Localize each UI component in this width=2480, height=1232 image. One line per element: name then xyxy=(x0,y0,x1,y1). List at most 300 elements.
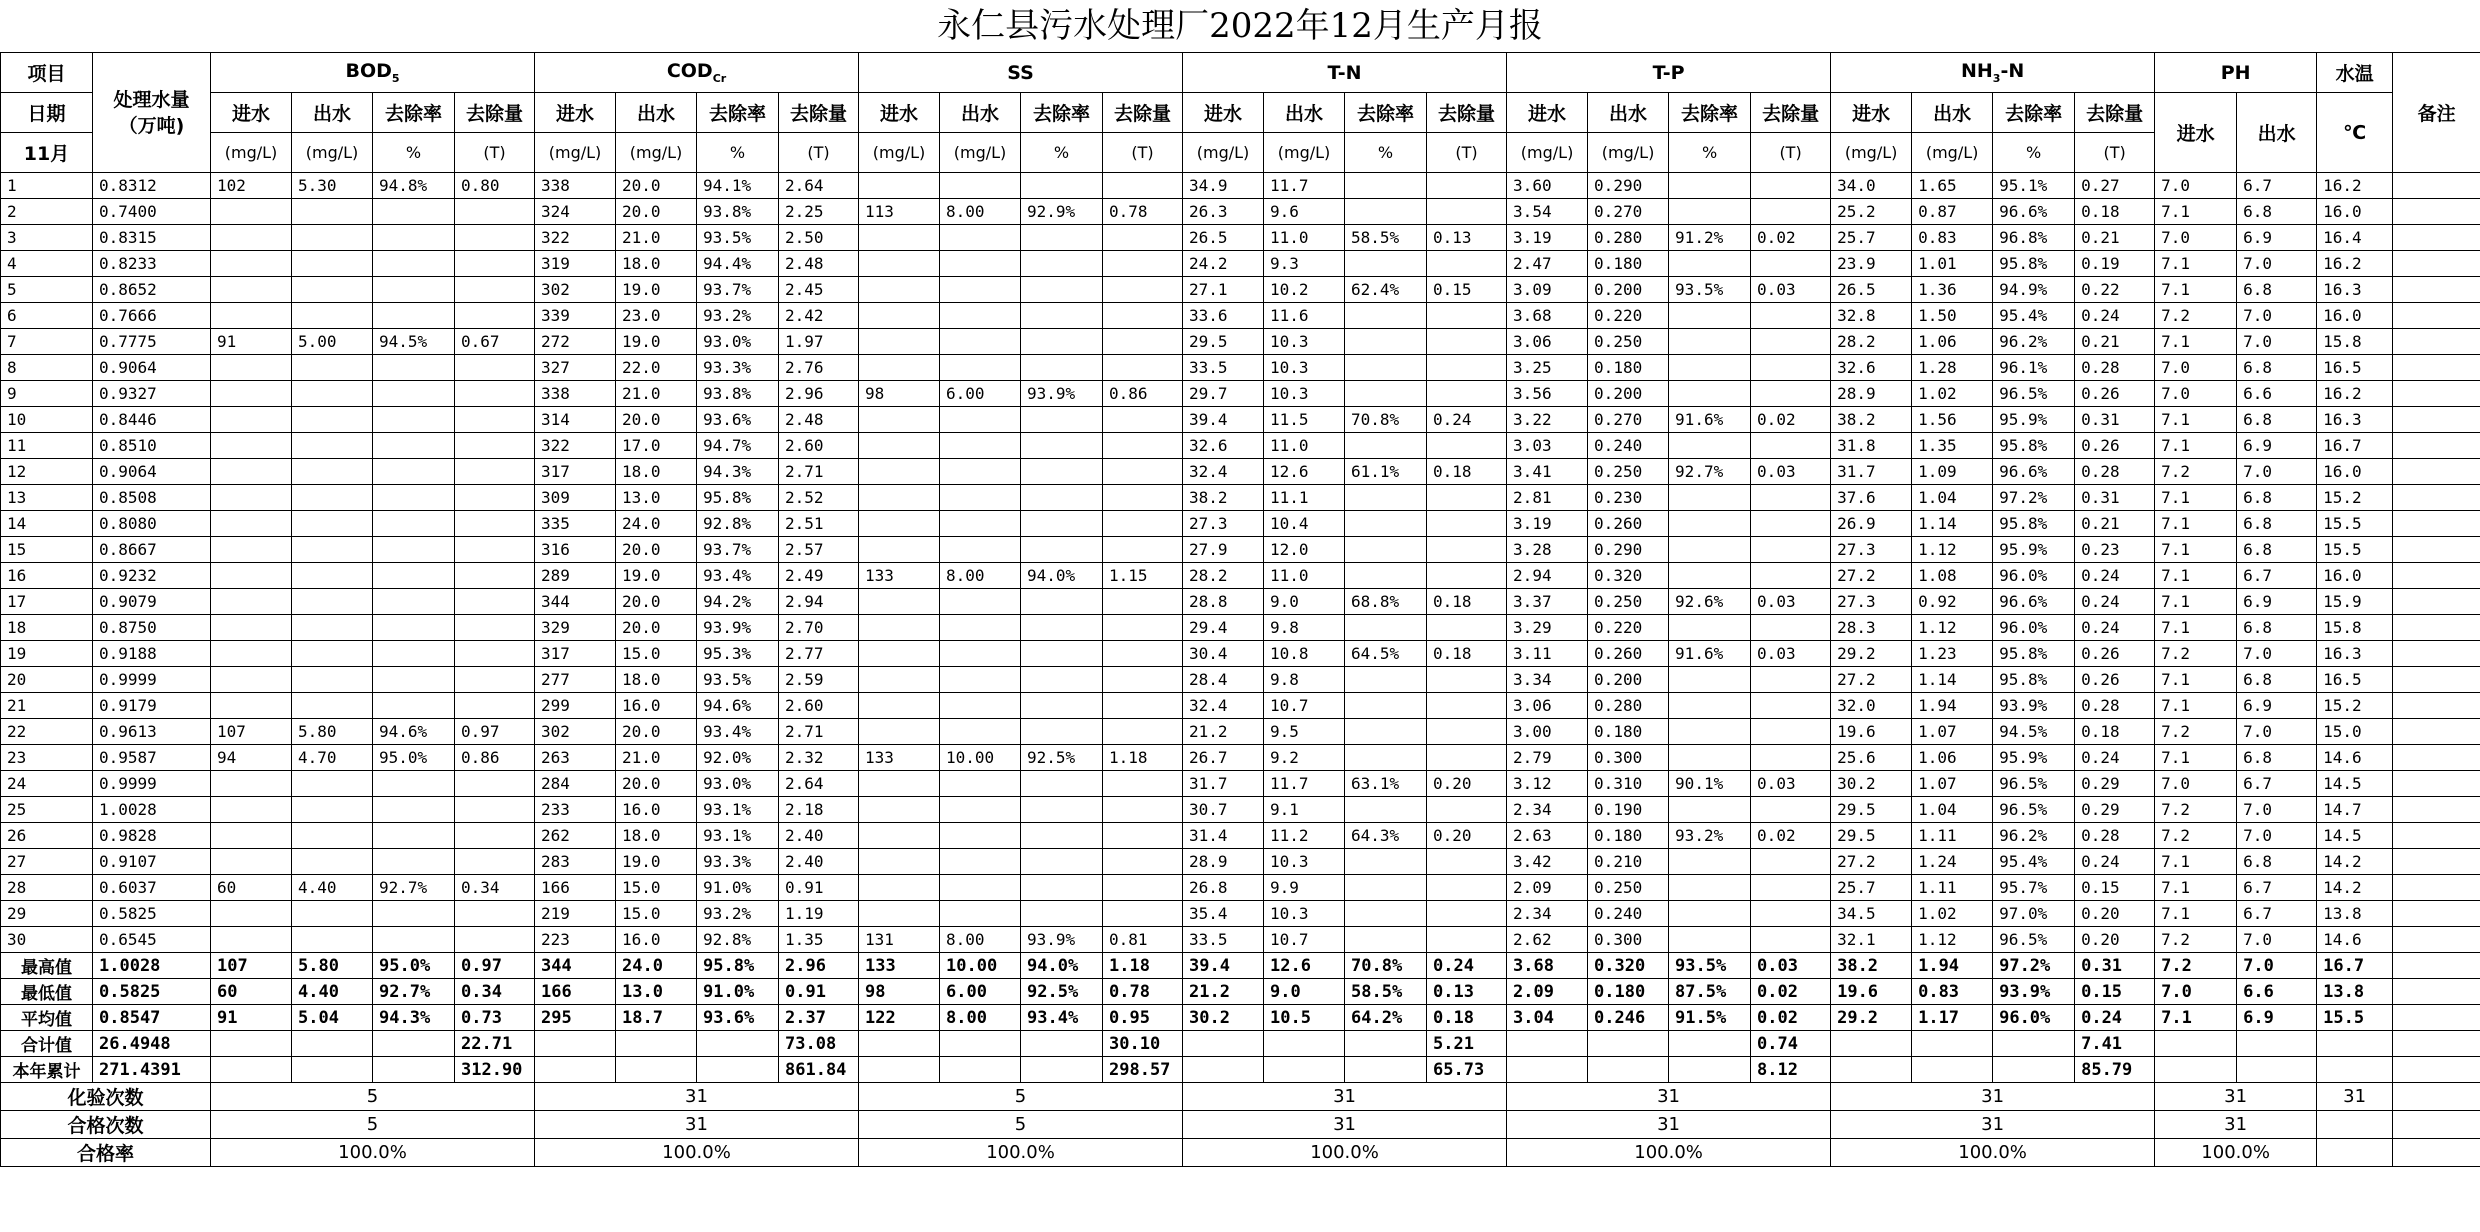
value-cell: 0.67 xyxy=(455,329,535,355)
value-cell: 6.8 xyxy=(2237,277,2317,303)
value-cell: 0.200 xyxy=(1588,277,1669,303)
remark-cell xyxy=(2393,459,2480,485)
stat-value: 13.0 xyxy=(616,979,697,1005)
col-label: 出水 xyxy=(940,93,1021,133)
stat-value: 70.8% xyxy=(1345,953,1427,979)
value-cell: 11.6 xyxy=(1264,303,1345,329)
value-cell: 223 xyxy=(535,927,616,953)
header-row-groups xyxy=(1,53,2480,93)
value-cell: 61.1% xyxy=(1345,459,1427,485)
value-cell xyxy=(1669,537,1751,563)
value-cell xyxy=(1751,511,1831,537)
stat-value: 0.74 xyxy=(1751,1031,1831,1057)
value-cell: 0.230 xyxy=(1588,485,1669,511)
value-cell: 0.28 xyxy=(2075,459,2155,485)
value-cell: 302 xyxy=(535,277,616,303)
value-cell: 15.0 xyxy=(616,875,697,901)
value-cell: 3.12 xyxy=(1507,771,1588,797)
value-cell xyxy=(1751,927,1831,953)
stat-value: 133 xyxy=(859,953,940,979)
value-cell xyxy=(1751,667,1831,693)
value-cell: 31.4 xyxy=(1183,823,1264,849)
value-cell: 7.0 xyxy=(2237,719,2317,745)
value-cell xyxy=(455,485,535,511)
value-cell: 0.9107 xyxy=(93,849,211,875)
value-cell xyxy=(211,537,292,563)
value-cell xyxy=(940,485,1021,511)
value-cell xyxy=(859,589,940,615)
value-cell: 30.7 xyxy=(1183,797,1264,823)
unit-label: % xyxy=(697,133,779,173)
value-cell: 95.3% xyxy=(697,641,779,667)
value-cell xyxy=(1103,589,1183,615)
stat-value: 12.6 xyxy=(1264,953,1345,979)
summary-label: 化验次数 xyxy=(1,1083,211,1111)
value-cell: 2.64 xyxy=(779,173,859,199)
value-cell: 95.9% xyxy=(1993,537,2075,563)
remark-cell xyxy=(2393,1031,2480,1057)
value-cell: 2.71 xyxy=(779,459,859,485)
value-cell: 26.8 xyxy=(1183,875,1264,901)
value-cell: 3.06 xyxy=(1507,693,1588,719)
value-cell: 4.70 xyxy=(292,745,373,771)
value-cell: 10.3 xyxy=(1264,355,1345,381)
value-cell xyxy=(1751,329,1831,355)
value-cell: 94.9% xyxy=(1993,277,2075,303)
stat-row xyxy=(1,1031,2480,1057)
value-cell: 0.8510 xyxy=(93,433,211,459)
value-cell xyxy=(1345,173,1427,199)
day-cell: 10 xyxy=(1,407,93,433)
value-cell xyxy=(1345,381,1427,407)
value-cell: 24.2 xyxy=(1183,251,1264,277)
value-cell xyxy=(940,277,1021,303)
value-cell: 91.2% xyxy=(1669,225,1751,251)
summary-row xyxy=(1,1083,2480,1111)
remark-cell xyxy=(2393,485,2480,511)
value-cell: 0.29 xyxy=(2075,797,2155,823)
stat-value: 30.2 xyxy=(1183,1005,1264,1031)
value-cell xyxy=(373,433,455,459)
stat-value xyxy=(1507,1057,1588,1083)
unit-label: (mg/L) xyxy=(1831,133,1912,173)
header-group-0: $BOD_5$ xyxy=(211,53,535,93)
value-cell xyxy=(1669,797,1751,823)
value-cell xyxy=(211,771,292,797)
value-cell xyxy=(211,407,292,433)
value-cell: 1.09 xyxy=(1912,459,1993,485)
remark-cell xyxy=(2393,173,2480,199)
value-cell xyxy=(1345,303,1427,329)
value-cell xyxy=(1021,433,1103,459)
stat-value: 0.78 xyxy=(1103,979,1183,1005)
value-cell: 96.2% xyxy=(1993,823,2075,849)
value-cell: 7.0 xyxy=(2155,381,2237,407)
value-cell xyxy=(1669,901,1751,927)
value-cell: 107 xyxy=(211,719,292,745)
value-cell: 8.00 xyxy=(940,563,1021,589)
value-cell xyxy=(1021,537,1103,563)
day-cell: 22 xyxy=(1,719,93,745)
value-cell: 317 xyxy=(535,641,616,667)
value-cell xyxy=(1669,355,1751,381)
value-cell: 0.26 xyxy=(2075,641,2155,667)
stat-row xyxy=(1,1057,2480,1083)
value-cell xyxy=(940,303,1021,329)
remark-cell xyxy=(2393,1057,2480,1083)
value-cell: 277 xyxy=(535,667,616,693)
value-cell xyxy=(1103,303,1183,329)
remark-cell xyxy=(2393,1139,2480,1167)
header-item: 项目 xyxy=(1,53,93,93)
value-cell: 7.2 xyxy=(2155,797,2237,823)
stat-value: 0.8547 xyxy=(93,1005,211,1031)
value-cell xyxy=(1021,173,1103,199)
value-cell: 0.18 xyxy=(2075,199,2155,225)
stat-value: 1.0028 xyxy=(93,953,211,979)
value-cell xyxy=(1751,303,1831,329)
unit-label: (T) xyxy=(779,133,859,173)
value-cell: 92.8% xyxy=(697,511,779,537)
value-cell xyxy=(1427,745,1507,771)
day-cell: 30 xyxy=(1,927,93,953)
value-cell xyxy=(1751,875,1831,901)
value-cell: 7.2 xyxy=(2155,823,2237,849)
value-cell: 0.24 xyxy=(2075,849,2155,875)
value-cell: 16.0 xyxy=(2317,563,2393,589)
stat-value: 73.08 xyxy=(779,1031,859,1057)
value-cell xyxy=(1021,667,1103,693)
stat-value xyxy=(1993,1057,2075,1083)
value-cell: 1.11 xyxy=(1912,875,1993,901)
value-cell xyxy=(1103,849,1183,875)
value-cell: 0.15 xyxy=(2075,875,2155,901)
value-cell: 16.5 xyxy=(2317,355,2393,381)
value-cell: 1.08 xyxy=(1912,563,1993,589)
value-cell xyxy=(1427,693,1507,719)
value-cell xyxy=(455,797,535,823)
value-cell xyxy=(1751,797,1831,823)
remark-cell xyxy=(2393,953,2480,979)
value-cell: 93.4% xyxy=(697,563,779,589)
value-cell xyxy=(1427,719,1507,745)
day-cell: 25 xyxy=(1,797,93,823)
value-cell: 28.9 xyxy=(1183,849,1264,875)
value-cell: 11.5 xyxy=(1264,407,1345,433)
value-cell: 27.2 xyxy=(1831,667,1912,693)
value-cell: 0.28 xyxy=(2075,823,2155,849)
value-cell xyxy=(455,667,535,693)
value-cell xyxy=(1427,901,1507,927)
value-cell: 6.8 xyxy=(2237,511,2317,537)
value-cell: 6.8 xyxy=(2237,615,2317,641)
stat-value xyxy=(1912,1031,1993,1057)
header-row-units xyxy=(1,133,2480,173)
stat-value: 0.18 xyxy=(1427,1005,1507,1031)
value-cell: 20.0 xyxy=(616,719,697,745)
stat-value: 39.4 xyxy=(1183,953,1264,979)
value-cell: 33.6 xyxy=(1183,303,1264,329)
value-cell: 7.1 xyxy=(2155,875,2237,901)
value-cell: 0.8312 xyxy=(93,173,211,199)
stat-value xyxy=(292,1057,373,1083)
value-cell xyxy=(455,563,535,589)
value-cell: 20.0 xyxy=(616,615,697,641)
value-cell: 96.0% xyxy=(1993,563,2075,589)
value-cell: 1.0028 xyxy=(93,797,211,823)
value-cell xyxy=(1103,615,1183,641)
stat-value xyxy=(2155,1031,2237,1057)
value-cell: 93.2% xyxy=(1669,823,1751,849)
day-cell: 12 xyxy=(1,459,93,485)
value-cell: 7.1 xyxy=(2155,537,2237,563)
value-cell: 7.1 xyxy=(2155,485,2237,511)
value-cell xyxy=(1669,927,1751,953)
value-cell: 0.5825 xyxy=(93,901,211,927)
value-cell xyxy=(1103,173,1183,199)
value-cell: 3.68 xyxy=(1507,303,1588,329)
stat-value xyxy=(1021,1057,1103,1083)
value-cell: 7.0 xyxy=(2237,641,2317,667)
value-cell: 309 xyxy=(535,485,616,511)
value-cell: 1.18 xyxy=(1103,745,1183,771)
value-cell xyxy=(292,901,373,927)
value-cell: 0.9327 xyxy=(93,381,211,407)
stat-value: 26.4948 xyxy=(93,1031,211,1057)
value-cell: 0.7666 xyxy=(93,303,211,329)
value-cell: 10.4 xyxy=(1264,511,1345,537)
stat-value xyxy=(616,1031,697,1057)
value-cell xyxy=(373,563,455,589)
value-cell: 9.0 xyxy=(1264,589,1345,615)
table-row xyxy=(1,563,2480,589)
stat-value: 0.24 xyxy=(1427,953,1507,979)
value-cell xyxy=(1021,459,1103,485)
remark-cell xyxy=(2393,251,2480,277)
value-cell xyxy=(859,173,940,199)
value-cell xyxy=(859,693,940,719)
value-cell: 31.7 xyxy=(1183,771,1264,797)
value-cell: 92.0% xyxy=(697,745,779,771)
header-temp: 水温 xyxy=(2317,53,2393,93)
value-cell: 0.03 xyxy=(1751,771,1831,797)
value-cell xyxy=(859,641,940,667)
stat-value: 22.71 xyxy=(455,1031,535,1057)
value-cell: 14.5 xyxy=(2317,823,2393,849)
value-cell: 21.0 xyxy=(616,745,697,771)
value-cell xyxy=(940,511,1021,537)
col-label: 去除量 xyxy=(455,93,535,133)
value-cell: 1.01 xyxy=(1912,251,1993,277)
table-row xyxy=(1,329,2480,355)
value-cell xyxy=(292,641,373,667)
value-cell xyxy=(1751,485,1831,511)
value-cell xyxy=(940,615,1021,641)
value-cell xyxy=(455,355,535,381)
value-cell xyxy=(940,407,1021,433)
value-cell xyxy=(373,641,455,667)
value-cell: 28.2 xyxy=(1183,563,1264,589)
value-cell: 7.1 xyxy=(2155,745,2237,771)
value-cell: 0.290 xyxy=(1588,537,1669,563)
unit-label: (T) xyxy=(455,133,535,173)
value-cell: 2.63 xyxy=(1507,823,1588,849)
value-cell: 219 xyxy=(535,901,616,927)
table-row xyxy=(1,381,2480,407)
table-row xyxy=(1,355,2480,381)
value-cell xyxy=(292,927,373,953)
value-cell: 95.9% xyxy=(1993,407,2075,433)
summary-row xyxy=(1,1139,2480,1167)
summary-value: 100.0% xyxy=(2155,1139,2317,1167)
value-cell xyxy=(211,511,292,537)
value-cell: 7.0 xyxy=(2237,927,2317,953)
value-cell xyxy=(373,277,455,303)
value-cell: 93.7% xyxy=(697,277,779,303)
stat-value: 87.5% xyxy=(1669,979,1751,1005)
value-cell: 7.0 xyxy=(2237,459,2317,485)
stat-value xyxy=(1183,1031,1264,1057)
value-cell xyxy=(859,511,940,537)
value-cell: 16.0 xyxy=(616,927,697,953)
value-cell: 2.48 xyxy=(779,407,859,433)
value-cell xyxy=(1427,433,1507,459)
value-cell: 94.0% xyxy=(1021,563,1103,589)
value-cell: 2.77 xyxy=(779,641,859,667)
value-cell xyxy=(1103,771,1183,797)
value-cell xyxy=(292,511,373,537)
col-label: 去除率 xyxy=(1993,93,2075,133)
value-cell: 16.0 xyxy=(2317,303,2393,329)
value-cell xyxy=(1427,329,1507,355)
stat-value: 166 xyxy=(535,979,616,1005)
value-cell: 2.76 xyxy=(779,355,859,381)
value-cell: 0.7400 xyxy=(93,199,211,225)
stat-value xyxy=(535,1057,616,1083)
value-cell: 26.3 xyxy=(1183,199,1264,225)
stat-value: 65.73 xyxy=(1427,1057,1507,1083)
value-cell: 27.1 xyxy=(1183,277,1264,303)
value-cell: 10.7 xyxy=(1264,693,1345,719)
value-cell xyxy=(373,381,455,407)
stat-value: 0.5825 xyxy=(93,979,211,1005)
value-cell: 0.180 xyxy=(1588,355,1669,381)
stat-value xyxy=(211,1057,292,1083)
value-cell: 113 xyxy=(859,199,940,225)
value-cell: 2.25 xyxy=(779,199,859,225)
value-cell xyxy=(859,615,940,641)
value-cell: 7.1 xyxy=(2155,849,2237,875)
stat-value: 0.02 xyxy=(1751,1005,1831,1031)
value-cell: 0.78 xyxy=(1103,199,1183,225)
stat-value: 85.79 xyxy=(2075,1057,2155,1083)
remark-cell xyxy=(2393,277,2480,303)
day-cell: 5 xyxy=(1,277,93,303)
value-cell xyxy=(1751,355,1831,381)
value-cell: 0.9179 xyxy=(93,693,211,719)
value-cell xyxy=(292,251,373,277)
value-cell: 0.87 xyxy=(1912,199,1993,225)
value-cell xyxy=(1345,901,1427,927)
value-cell xyxy=(373,225,455,251)
value-cell xyxy=(292,459,373,485)
value-cell: 10.3 xyxy=(1264,381,1345,407)
remark-cell xyxy=(2393,537,2480,563)
unit-label: (mg/L) xyxy=(1588,133,1669,173)
table-row xyxy=(1,693,2480,719)
value-cell: 3.09 xyxy=(1507,277,1588,303)
stat-value: 96.0% xyxy=(1993,1005,2075,1031)
value-cell: 3.25 xyxy=(1507,355,1588,381)
value-cell: 3.19 xyxy=(1507,511,1588,537)
value-cell xyxy=(1427,563,1507,589)
value-cell xyxy=(1103,875,1183,901)
stat-value xyxy=(2237,1031,2317,1057)
value-cell: 262 xyxy=(535,823,616,849)
value-cell: 16.4 xyxy=(2317,225,2393,251)
value-cell: 7.0 xyxy=(2155,355,2237,381)
value-cell: 0.03 xyxy=(1751,277,1831,303)
value-cell: 338 xyxy=(535,173,616,199)
value-cell: 0.220 xyxy=(1588,303,1669,329)
value-cell xyxy=(455,199,535,225)
value-cell: 93.9% xyxy=(1021,381,1103,407)
value-cell xyxy=(1345,875,1427,901)
value-cell: 0.200 xyxy=(1588,381,1669,407)
summary-value: 100.0% xyxy=(211,1139,535,1167)
day-cell: 23 xyxy=(1,745,93,771)
value-cell xyxy=(940,693,1021,719)
stat-label: 最高值 xyxy=(1,953,93,979)
value-cell: 6.9 xyxy=(2237,693,2317,719)
value-cell: 95.4% xyxy=(1993,849,2075,875)
value-cell: 6.9 xyxy=(2237,589,2317,615)
col-label: 去除量 xyxy=(1427,93,1507,133)
value-cell xyxy=(1021,771,1103,797)
value-cell: 19.0 xyxy=(616,277,697,303)
value-cell: 3.06 xyxy=(1507,329,1588,355)
col-label: 去除率 xyxy=(373,93,455,133)
value-cell xyxy=(1345,433,1427,459)
value-cell: 93.9% xyxy=(1993,693,2075,719)
value-cell xyxy=(211,589,292,615)
value-cell xyxy=(1751,173,1831,199)
value-cell: 0.260 xyxy=(1588,641,1669,667)
value-cell xyxy=(940,771,1021,797)
value-cell: 3.42 xyxy=(1507,849,1588,875)
value-cell: 25.7 xyxy=(1831,875,1912,901)
value-cell xyxy=(292,693,373,719)
value-cell xyxy=(373,901,455,927)
value-cell: 94.4% xyxy=(697,251,779,277)
value-cell: 98 xyxy=(859,381,940,407)
unit-label: % xyxy=(373,133,455,173)
value-cell xyxy=(292,537,373,563)
value-cell: 9.8 xyxy=(1264,667,1345,693)
value-cell: 29.2 xyxy=(1831,641,1912,667)
table-row xyxy=(1,771,2480,797)
value-cell: 95.9% xyxy=(1993,745,2075,771)
col-label: 去除率 xyxy=(697,93,779,133)
value-cell: 29.4 xyxy=(1183,615,1264,641)
value-cell: 6.8 xyxy=(2237,407,2317,433)
header-row-cols xyxy=(1,93,2480,133)
value-cell xyxy=(373,199,455,225)
value-cell: 92.5% xyxy=(1021,745,1103,771)
stat-value xyxy=(1669,1057,1751,1083)
stat-value xyxy=(616,1057,697,1083)
value-cell xyxy=(859,277,940,303)
